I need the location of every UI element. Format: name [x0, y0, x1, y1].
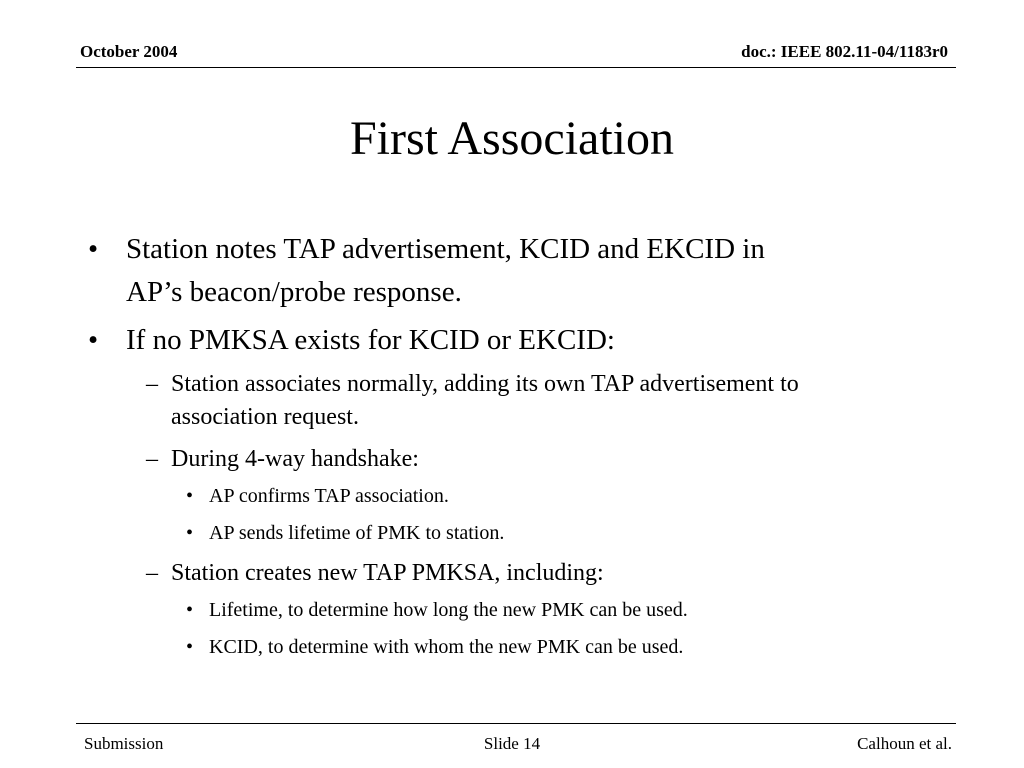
bullet-marker: • [88, 324, 99, 356]
bullet-marker: • [88, 233, 99, 265]
sub-sub-bullet-text: KCID, to determine with whom the new PMK can be used. [209, 636, 684, 658]
sub-bullet-text: During 4-way handshake: [171, 446, 419, 472]
sub-sub-bullet-text: AP sends lifetime of PMK to station. [209, 522, 505, 544]
footer-slide-number: Slide 14 [483, 734, 541, 753]
header-date: October 2004 [80, 42, 178, 61]
bullet-text-continued: AP’s beacon/probe response. [126, 276, 462, 308]
sub-bullet-text: Station associates normally, adding its own TAP advertisement to [171, 371, 799, 397]
sub-sub-bullet-marker: • [186, 636, 194, 658]
sub-sub-bullet-marker: • [186, 485, 194, 507]
sub-sub-bullet-marker: • [186, 599, 194, 621]
sub-sub-bullet-text: AP confirms TAP association. [209, 485, 449, 507]
footer-submission: Submission [84, 734, 164, 753]
bullet-text: If no PMKSA exists for KCID or EKCID: [126, 324, 615, 356]
sub-bullet-text: Station creates new TAP PMKSA, including: [171, 560, 604, 586]
slide-title: First Association [349, 112, 675, 165]
footer-divider [76, 723, 956, 724]
sub-sub-bullet-marker: • [186, 522, 194, 544]
footer-authors: Calhoun et al. [857, 734, 952, 753]
header-document-id: doc.: IEEE 802.11-04/1183r0 [741, 42, 948, 61]
sub-bullet-dash: – [146, 371, 158, 397]
bullet-text: Station notes TAP advertisement, KCID and EKCID in [126, 233, 765, 265]
sub-bullet-dash: – [146, 560, 158, 586]
sub-sub-bullet-text: Lifetime, to determine how long the new PMK can be used. [209, 599, 688, 621]
sub-bullet-text-continued: association request. [171, 404, 359, 430]
sub-bullet-dash: – [146, 446, 158, 472]
